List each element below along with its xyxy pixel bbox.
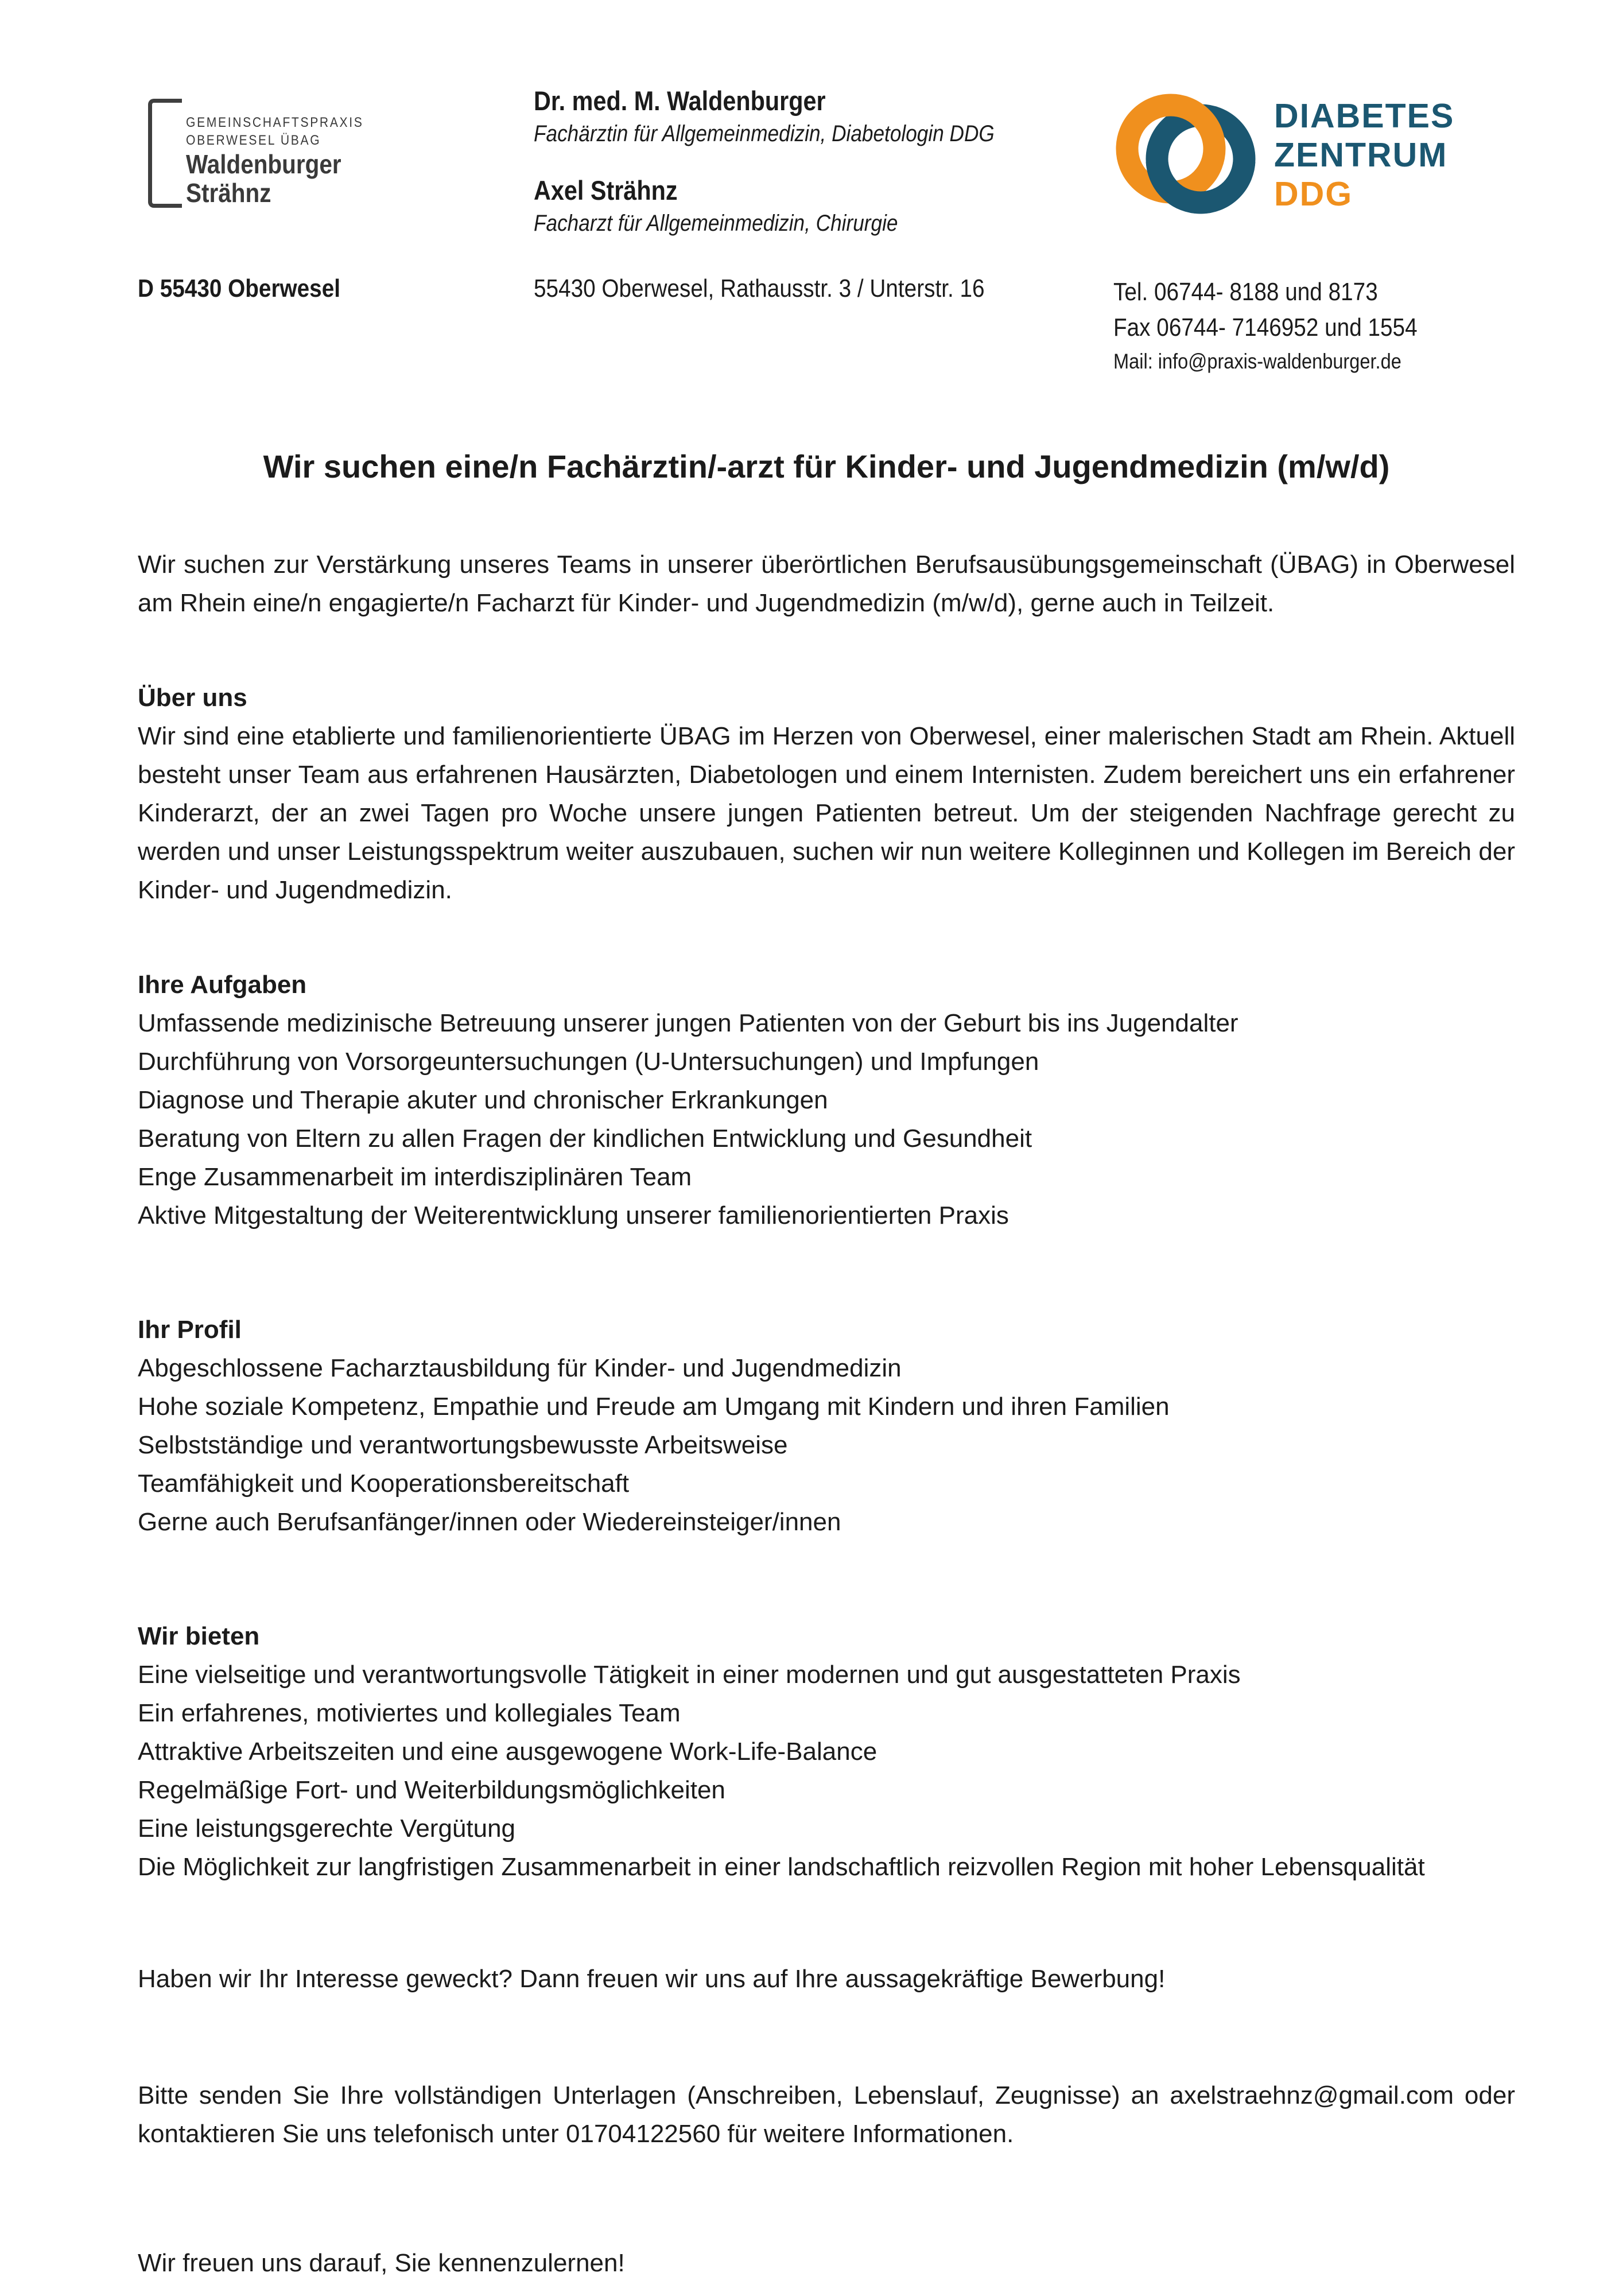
profile-line: Teamfähigkeit und Kooperationsbereitschaft	[138, 1469, 630, 1498]
page-title: Wir suchen eine/n Fachärztin/-arzt für Kinder- und Jugendmedizin (m/w/d)	[263, 448, 1390, 484]
contact-mail: Mail: info@praxis-waldenburger.de	[1113, 350, 1401, 373]
offer-line: Regelmäßige Fort- und Weiterbildungsmöglichkeiten	[138, 1776, 725, 1804]
doctor-1-name: Dr. med. M. Waldenburger	[534, 86, 826, 116]
task-line: Enge Zusammenarbeit im interdisziplinären Team	[138, 1163, 692, 1191]
ddg-logo-line3: DDG	[1274, 175, 1353, 213]
offer-line: Die Möglichkeit zur langfristigen Zusammenarbeit in einer landschaftlich reizvollen Region mit hoher Lebensqualität	[138, 1853, 1425, 1881]
section-ihr-profil	[138, 1310, 1515, 1541]
job-posting-body	[138, 447, 1515, 2282]
address-street: 55430 Oberwesel, Rathausstr. 3 / Unterstr. 16	[534, 274, 985, 302]
section-ihre-aufgaben	[138, 965, 1515, 1235]
offer-line: Attraktive Arbeitszeiten und eine ausgewogene Work-Life-Balance	[138, 1737, 877, 1766]
application-paragraph: Bitte senden Sie Ihre vollständigen Unterlagen (Anschreiben, Lebenslauf, Zeugnisse) an axelstraehnz@gmail.com oder kontaktieren Sie uns telefonisch unter 01704122560 für weitere Informationen.	[138, 2081, 1515, 2148]
doctor-names-block	[534, 80, 1044, 274]
section-heading-ihre-aufgaben: Ihre Aufgaben	[138, 971, 307, 999]
practice-logo-line2: OBERWESEL ÜBAG	[186, 133, 321, 148]
bracket-graphic	[148, 99, 182, 208]
doctor-2-title: Facharzt für Allgemeinmedizin, Chirurgie	[534, 211, 898, 236]
address-country-city: D 55430 Oberwesel	[138, 274, 341, 302]
section-ueber-uns	[138, 678, 1515, 909]
profile-line: Hohe soziale Kompetenz, Empathie und Freude am Umgang mit Kindern und ihren Familien	[138, 1393, 1170, 1421]
section-heading-ihr-profil: Ihr Profil	[138, 1316, 242, 1344]
ddg-logo	[1113, 80, 1515, 274]
practice-logo-name1: Waldenburger	[186, 149, 341, 179]
task-line: Beratung von Eltern zu allen Fragen der kindlichen Entwicklung und Gesundheit	[138, 1124, 1032, 1153]
interest-line: Haben wir Ihr Interesse geweckt? Dann freuen wir uns auf Ihre aussagekräftige Bewerbung!	[138, 1965, 1166, 1993]
intro-paragraph: Wir suchen zur Verstärkung unseres Teams in unserer überörtlichen Berufsausübungsgemeinschaft (ÜBAG) in Oberwesel am Rhein eine/n engagierte/n Facharzt für Kinder- und Jugendmedizin (m/w/d), gerne auch in Teilzeit.	[138, 550, 1515, 617]
profile-line: Gerne auch Berufsanfänger/innen oder Wiedereinsteiger/innen	[138, 1508, 841, 1536]
ddg-logo-line2: ZENTRUM	[1274, 136, 1448, 174]
doctor-2-name: Axel Strähnz	[534, 175, 678, 205]
offer-line: Eine leistungsgerechte Vergütung	[138, 1814, 516, 1843]
section-heading-ueber-uns: Über uns	[138, 684, 247, 712]
offer-line: Eine vielseitige und verantwortungsvolle Tätigkeit in einer modernen und gut ausgestatteten Praxis	[138, 1661, 1241, 1689]
contact-block	[1113, 274, 1467, 378]
doctor-1-title: Fachärztin für Allgemeinmedizin, Diabetologin DDG	[534, 121, 995, 146]
section-wir-bieten	[138, 1617, 1515, 1886]
ddg-rings-icon	[1113, 92, 1260, 240]
practice-logo-line1: GEMEINSCHAFTSPRAXIS	[186, 115, 364, 130]
profile-line: Abgeschlossene Facharztausbildung für Kinder- und Jugendmedizin	[138, 1354, 902, 1382]
letterhead	[138, 80, 1515, 378]
task-line: Durchführung von Vorsorgeuntersuchungen (U-Untersuchungen) und Impfungen	[138, 1048, 1039, 1076]
ueber-uns-paragraph: Wir sind eine etablierte und familienorientierte ÜBAG im Herzen von Oberwesel, einer malerischen Stadt am Rhein. Aktuell besteht unser Team aus erfahrenen Hausärzten, Diabetologen und einem Internisten. Zudem bereichert uns ein erfahrener Kinderarzt, der an zwei Tagen pro Woche unsere jungen Patienten betreut. Um der steigenden Nachfrage gerecht zu werden und unser Leistungsspektrum weiter auszubauen, suchen wir nun weitere Kolleginnen und Kollegen im Bereich der Kinder- und Jugendmedizin.	[138, 722, 1515, 904]
ddg-logo-line1: DIABETES	[1274, 97, 1455, 135]
section-heading-wir-bieten: Wir bieten	[138, 1622, 260, 1650]
task-line: Diagnose und Therapie akuter und chronischer Erkrankungen	[138, 1086, 828, 1114]
farewell-line: Wir freuen uns darauf, Sie kennenzulernen!	[138, 2249, 625, 2277]
profile-line: Selbstständige und verantwortungsbewusste Arbeitsweise	[138, 1431, 788, 1459]
task-line: Aktive Mitgestaltung der Weiterentwicklung unserer familienorientierten Praxis	[138, 1201, 1009, 1230]
contact-fax: Fax 06744- 7146952 und 1554	[1113, 313, 1418, 342]
contact-tel: Tel. 06744- 8188 und 8173	[1113, 278, 1378, 306]
practice-logo	[138, 80, 534, 274]
practice-logo-name2: Strähnz	[186, 178, 271, 208]
offer-line: Ein erfahrenes, motiviertes und kollegiales Team	[138, 1699, 681, 1727]
task-line: Umfassende medizinische Betreuung unserer jungen Patienten von der Geburt bis ins Jugendalter	[138, 1009, 1238, 1037]
